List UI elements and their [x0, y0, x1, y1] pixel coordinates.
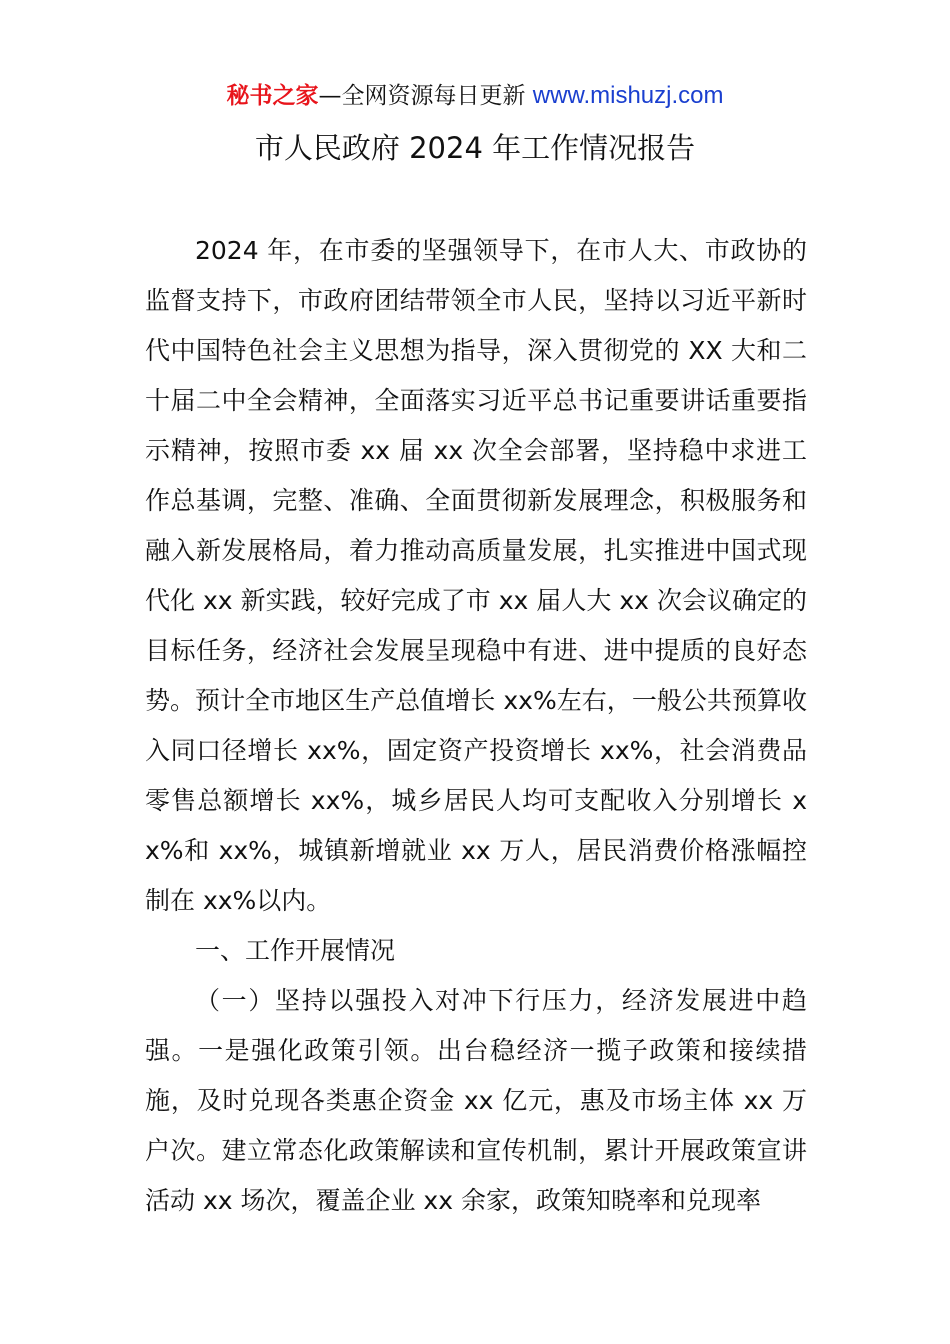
body-paragraph: （一）坚持以强投入对冲下行压力，经济发展进中趋强。一是强化政策引领。出台稳经济一揽子政策和接续措施，及时兑现各类惠企资金 xx 亿元，惠及市场主体 xx 万户次。建立常态化政策解读和宣传机制，累计开展政策宣讲活动 xx 场次，覆盖企业 xx 余家，政策知晓率和兑现率 [145, 986, 807, 1215]
intro-paragraph: 2024 年，在市委的坚强领导下，在市人大、市政协的监督支持下，市政府团结带领全市人民，坚持以习近平新时代中国特色社会主义思想为指导，深入贯彻党的 XX 大和二十届二中全会精神，全面落实习近平总书记重要讲话重要指示精神，按照市委 xx 届 xx 次全会部署，坚持稳中求进工作总基调，完整、准确、全面贯彻新发展理念，积极服务和融入新发展格局，着力推动高质量发展，扎实推进中国式现代化 xx 新实践，较好完成了市 xx 届人大 xx 次会议确定的目标任务，经济社会发展呈现稳中有进、进中提质的良好态势。预计全市地区生产总值增长 xx%左右，一般公共预算收入同口径增长 xx%，固定资产投资增长 xx%，社会消费品零售总额增长 xx%，城乡居民人均可支配收入分别增长 xx%和 xx%，城镇新增就业 xx 万人，居民消费价格涨幅控制在 xx%以内。 [145, 236, 807, 915]
site-brand: 秘书之家 [226, 83, 319, 109]
document-title: 市人民政府 2024 年工作情况报告 [254, 131, 696, 165]
document-body [145, 226, 807, 1226]
site-banner [0, 78, 950, 114]
site-slogan: —全网资源每日更新 [318, 83, 533, 109]
site-url-link[interactable]: www.mishuzj.com [532, 82, 724, 109]
section-heading: 一、工作开展情况 [195, 936, 396, 965]
